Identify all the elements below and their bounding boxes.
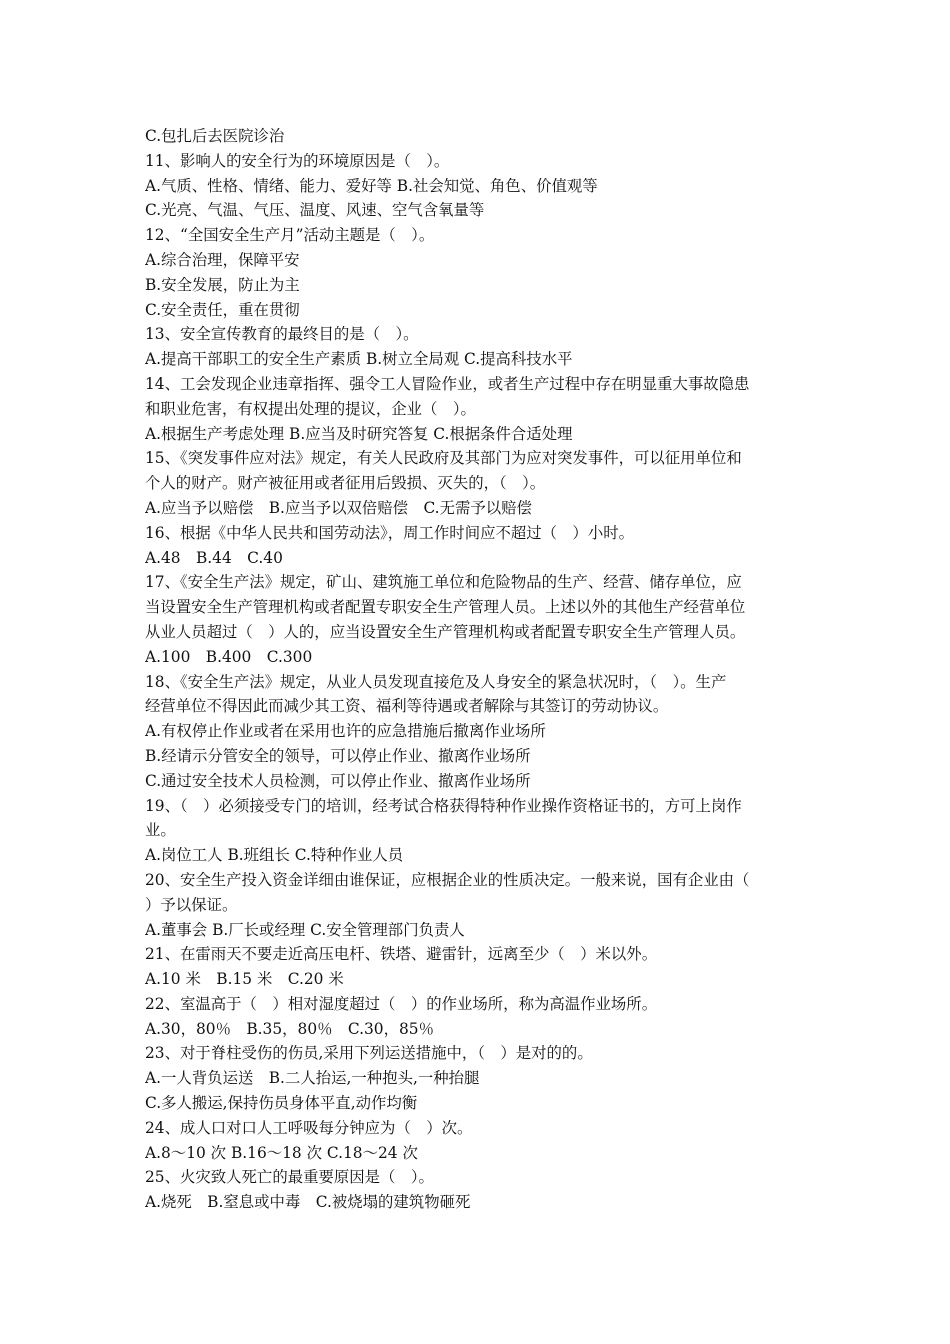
question-19-continued: 业。 bbox=[145, 821, 176, 840]
question-17-continued: 从业人员超过（ ）人的，应当设置安全生产管理机构或者配置专职安全生产管理人员。 bbox=[145, 622, 746, 641]
question-11-options: A.气质、性格、情绪、能力、爱好等 B.社会知觉、角色、价值观等 bbox=[145, 176, 598, 195]
question-12-option-a: A.综合治理，保障平安 bbox=[145, 250, 300, 269]
question-23-options: A.一人背负运送 B.二人抬运,一种抱头,一种抬腿 bbox=[145, 1069, 480, 1088]
question-14-continued: 和职业危害，有权提出处理的提议，企业（ ）。 bbox=[145, 399, 476, 418]
question-12: 12、“全国安全生产月”活动主题是（ ）。 bbox=[145, 226, 435, 245]
question-22: 22、室温高于（ ）相对湿度超过（ ）的作业场所，称为高温作业场所。 bbox=[145, 994, 658, 1013]
question-11-option-c: C.光亮、气温、气压、温度、风速、空气含氧量等 bbox=[145, 201, 485, 220]
question-25-options: A.烧死 B.窒息或中毒 C.被烧塌的建筑物砸死 bbox=[145, 1193, 471, 1212]
text-line: C.包扎后去医院诊治 bbox=[145, 127, 285, 145]
question-15-options: A.应当予以赔偿 B.应当予以双倍赔偿 C.无需予以赔偿 bbox=[145, 498, 532, 517]
question-11: 11、影响人的安全行为的环境原因是（ ）。 bbox=[145, 151, 450, 170]
question-23: 23、对于脊柱受伤的伤员,采用下列运送措施中，（ ）是对的的。 bbox=[145, 1044, 593, 1063]
question-17-options: A.100 B.400 C.300 bbox=[145, 647, 313, 666]
question-24-options: A.8～10 次 B.16～18 次 C.18～24 次 bbox=[145, 1143, 418, 1162]
question-18: 18、《安全生产法》规定，从业人员发现直接危及人身安全的紧急状况时，（ ）。生产 bbox=[145, 672, 727, 691]
question-19-options: A.岗位工人 B.班组长 C.特种作业人员 bbox=[145, 846, 404, 865]
question-16: 16、根据《中华人民共和国劳动法》，周工作时间应不超过（ ）小时。 bbox=[145, 523, 634, 542]
question-18-continued: 经营单位不得因此而减少其工资、福利等待遇或者解除与其签订的劳动协议。 bbox=[145, 697, 669, 716]
question-21-options: A.10 米 B.15 米 C.20 米 bbox=[145, 970, 344, 989]
question-17: 17、《安全生产法》规定，矿山、建筑施工单位和危险物品的生产、经营、储存单位，应 bbox=[145, 573, 742, 592]
question-13-options: A.提高干部职工的安全生产素质 B.树立全局观 C.提高科技水平 bbox=[145, 350, 573, 369]
question-25: 25、火灾致人死亡的最重要原因是（ ）。 bbox=[145, 1168, 434, 1187]
question-18-option-a: A.有权停止作业或者在采用也许的应急措施后撤离作业场所 bbox=[145, 722, 546, 741]
question-17-continued: 当设置安全生产管理机构或者配置专职安全生产管理人员。上述以外的其他生产经营单位 bbox=[145, 598, 746, 617]
question-13: 13、安全宣传教育的最终目的是（ ）。 bbox=[145, 325, 419, 344]
question-23-option-c: C.多人搬运,保持伤员身体平直,动作均衡 bbox=[145, 1094, 418, 1113]
question-20-continued: ）予以保证。 bbox=[145, 895, 238, 914]
question-18-option-b: B.经请示分管安全的领导，可以停止作业、撤离作业场所 bbox=[145, 746, 531, 765]
question-16-options: A.48 B.44 C.40 bbox=[145, 548, 283, 567]
question-22-options: A.30，80％ B.35，80％ C.30，85％ bbox=[145, 1019, 434, 1038]
question-14-options: A.根据生产考虑处理 B.应当及时研究答复 C.根据条件合适处理 bbox=[145, 424, 573, 443]
question-12-option-c: C.安全责任，重在贯彻 bbox=[145, 300, 300, 319]
question-18-option-c: C.通过安全技术人员检测，可以停止作业、撤离作业场所 bbox=[145, 771, 531, 790]
question-24: 24、成人口对口人工呼吸每分钟应为（ ）次。 bbox=[145, 1118, 473, 1137]
exam-question-text bbox=[145, 124, 810, 1215]
question-14: 14、工会发现企业违章指挥、强令工人冒险作业，或者生产过程中存在明显重大事故隐患 bbox=[145, 374, 750, 393]
question-19: 19、（ ）必须接受专门的培训，经考试合格获得特种作业操作资格证书的，方可上岗作 bbox=[145, 796, 742, 815]
question-15: 15、《突发事件应对法》规定，有关人民政府及其部门为应对突发事件，可以征用单位和 bbox=[145, 449, 742, 468]
question-20-options: A.董事会 B.厂长或经理 C.安全管理部门负责人 bbox=[145, 920, 465, 939]
question-20: 20、安全生产投入资金详细由谁保证，应根据企业的性质决定。一般来说，国有企业由（ bbox=[145, 870, 750, 889]
question-12-option-b: B.安全发展，防止为主 bbox=[145, 275, 300, 294]
question-21: 21、在雷雨天不要走近高压电杆、铁塔、避雷针，远离至少（ ）米以外。 bbox=[145, 945, 658, 964]
question-15-continued: 个人的财产。财产被征用或者征用后毁损、灭失的，（ ）。 bbox=[145, 474, 546, 493]
